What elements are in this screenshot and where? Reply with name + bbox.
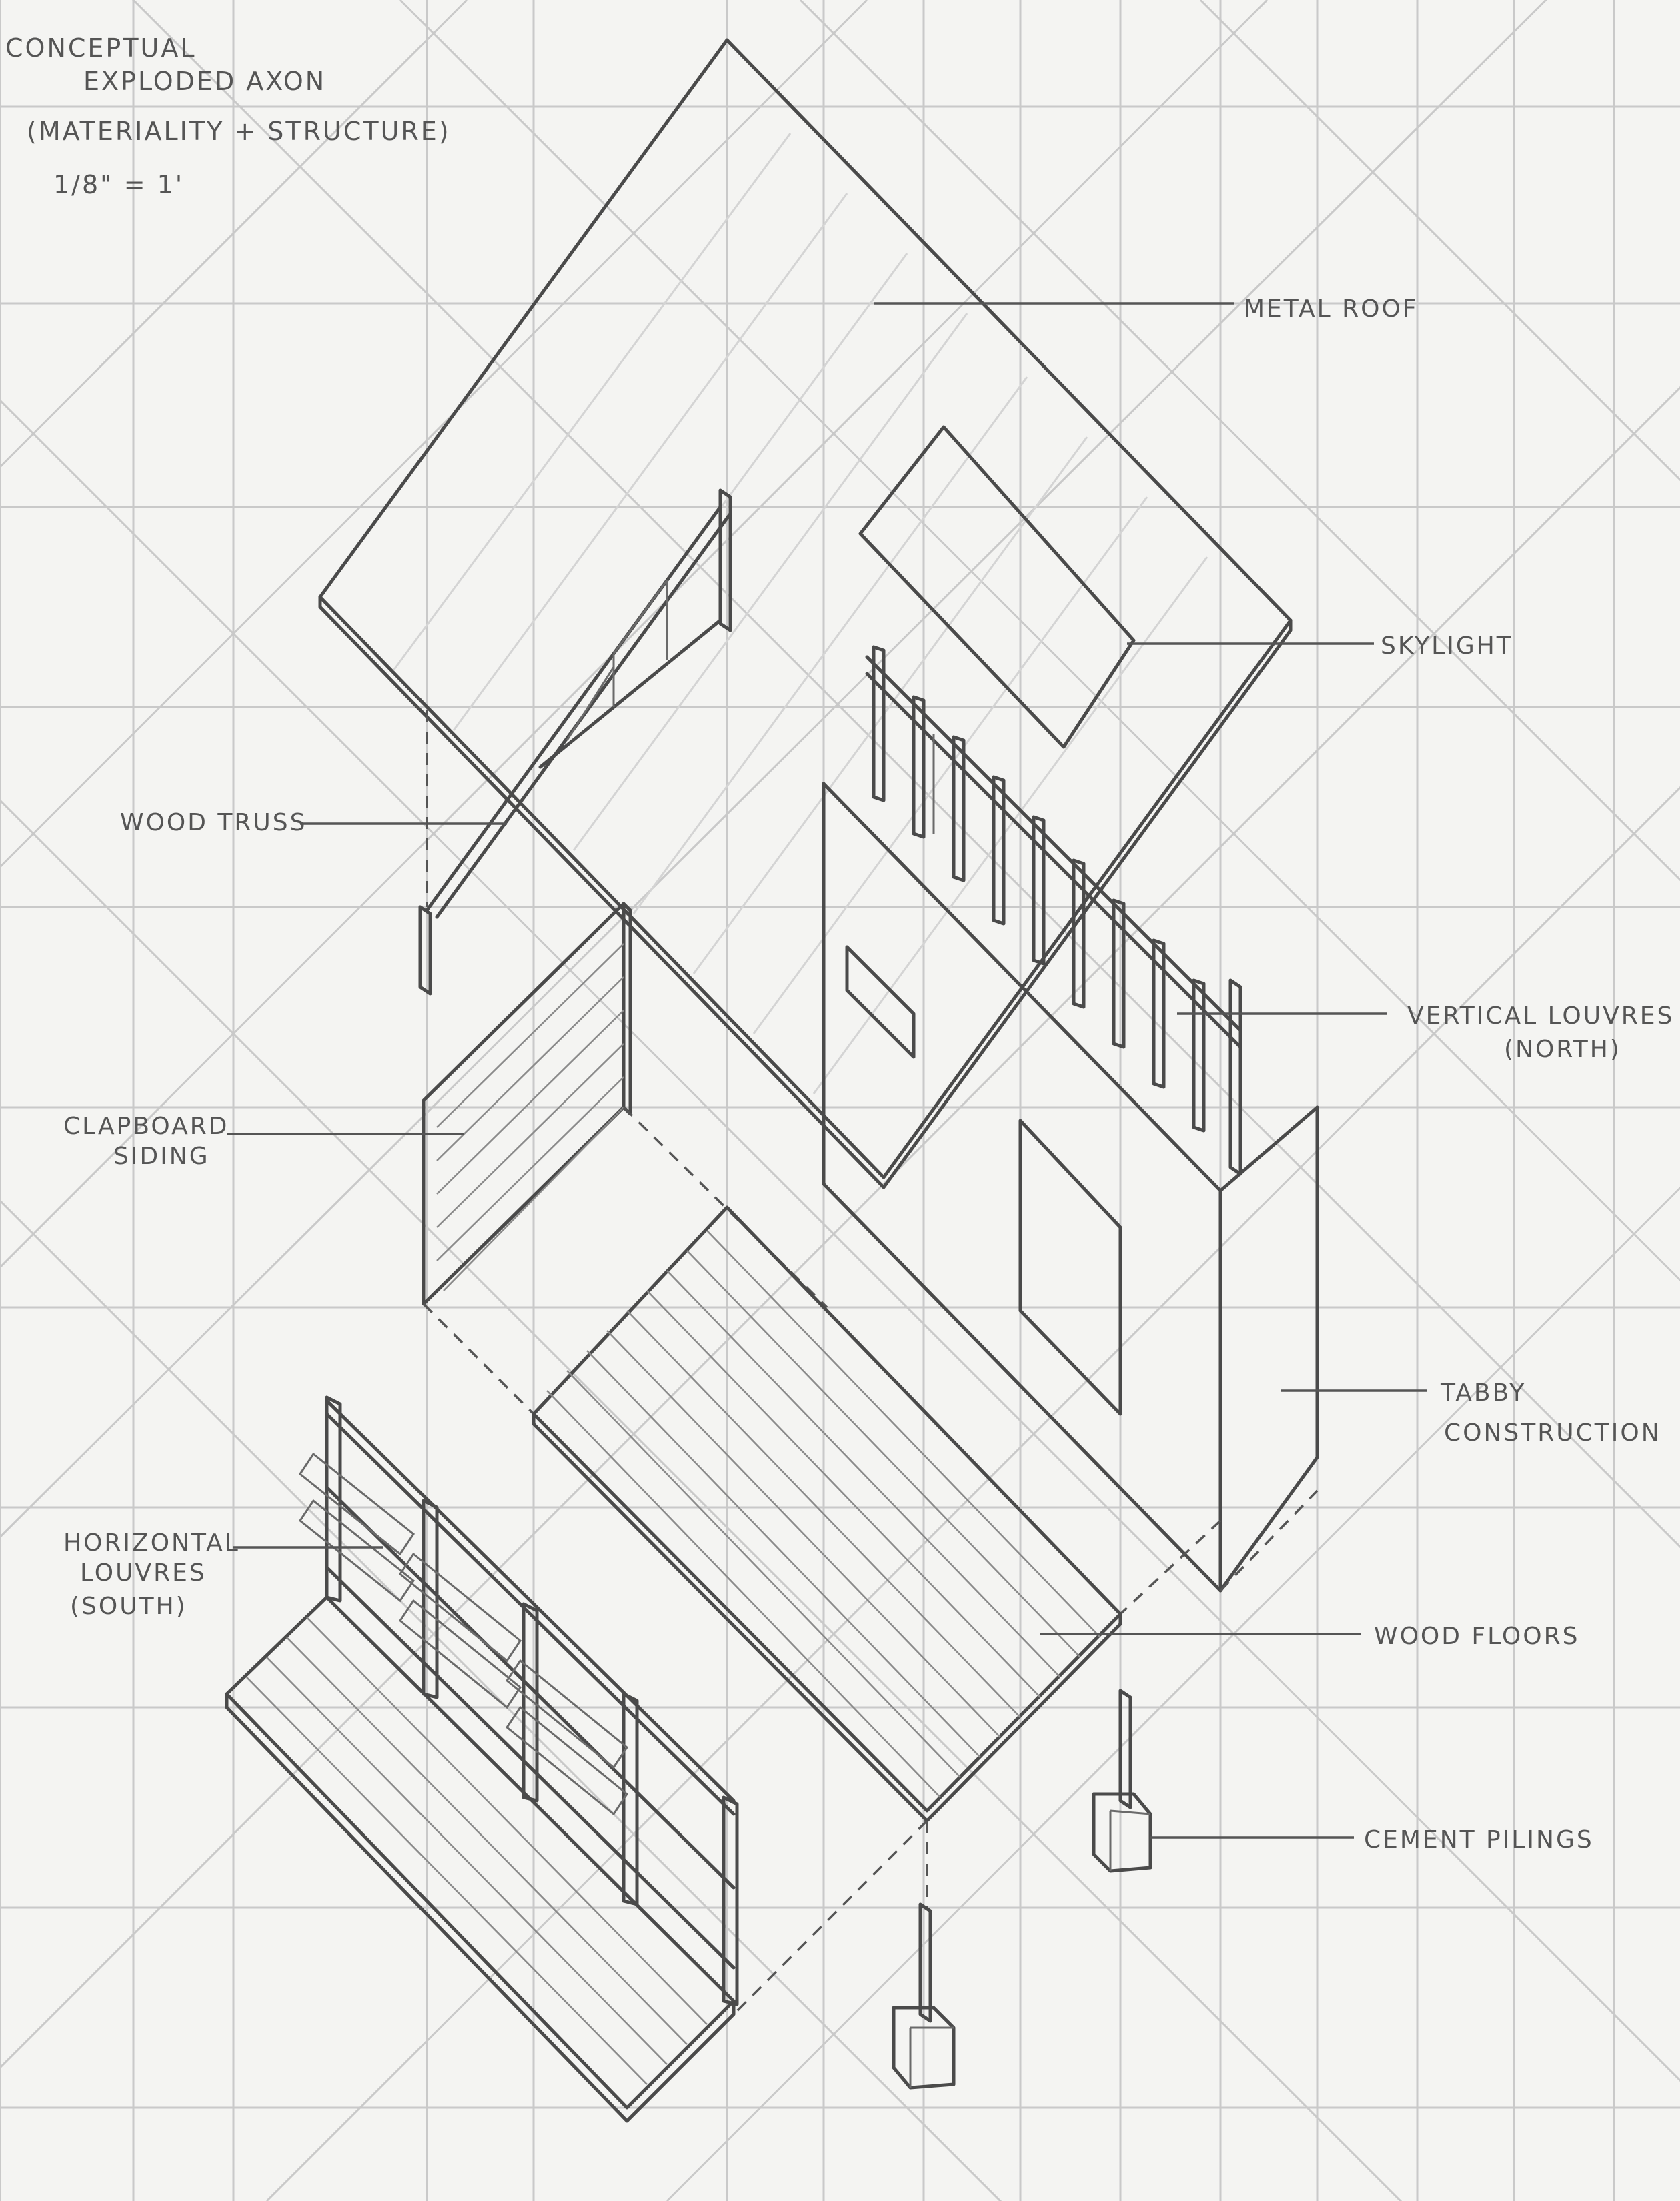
label-clapboard: CLAPBOARD xyxy=(63,1113,229,1140)
tabby-construction-wall xyxy=(824,784,1317,1614)
title-block xyxy=(5,33,451,199)
wood-floors xyxy=(534,1207,1120,2021)
label-clapboard-siding: SIDING xyxy=(113,1143,210,1170)
clapboard-siding-wall xyxy=(424,904,827,1414)
label-vertical-louvres: VERTICAL LOUVRES xyxy=(1407,1002,1675,1030)
title-scale: 1/8" = 1' xyxy=(53,170,185,199)
title-line-1: CONCEPTUAL xyxy=(5,33,197,63)
label-vertical-louvres-note: (NORTH) xyxy=(1504,1036,1621,1063)
label-cement-pilings: CEMENT PILINGS xyxy=(1364,1826,1594,1854)
horizontal-louvres-deck xyxy=(227,1397,737,2121)
label-skylight: SKYLIGHT xyxy=(1381,632,1513,660)
cement-pilings xyxy=(894,1691,1150,2088)
label-horizontal-louvres-2: LOUVRES xyxy=(80,1559,207,1587)
title-line-3: (MATERIALITY + STRUCTURE) xyxy=(27,117,451,146)
label-tabby: TABBY xyxy=(1441,1379,1527,1407)
title-line-2: EXPLODED AXON xyxy=(83,67,327,96)
label-wood-truss: WOOD TRUSS xyxy=(120,809,307,836)
metal-roof xyxy=(320,40,1291,1187)
label-tabby-construction: CONSTRUCTION xyxy=(1444,1419,1661,1447)
label-metal-roof: METAL ROOF xyxy=(1244,295,1419,323)
skylight xyxy=(860,427,1134,747)
label-horizontal-louvres-note: (SOUTH) xyxy=(70,1593,187,1620)
label-wood-floors: WOOD FLOORS xyxy=(1374,1623,1580,1650)
label-horizontal-louvres: HORIZONTAL xyxy=(63,1529,240,1557)
